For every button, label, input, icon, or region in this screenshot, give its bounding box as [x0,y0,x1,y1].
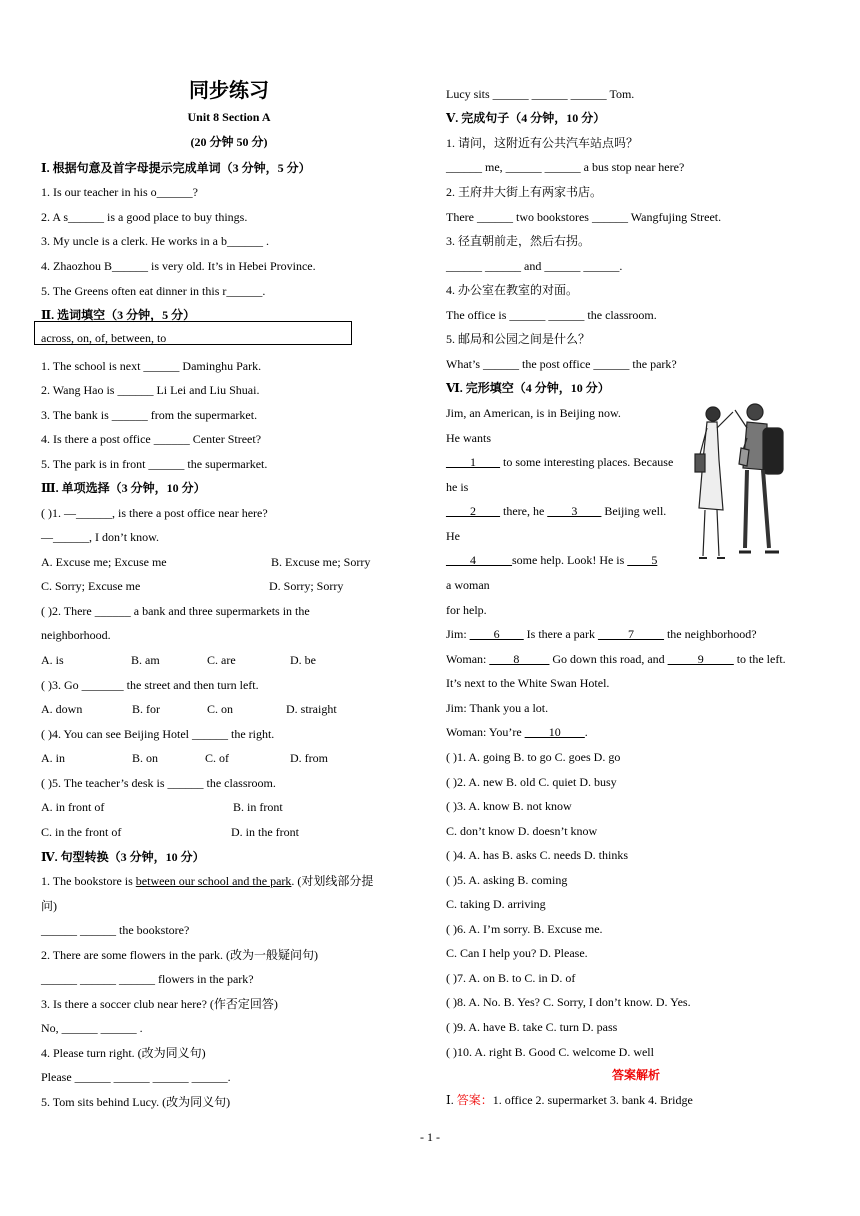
right-line: He [446,529,460,543]
people-illustration [689,398,789,570]
left-line: 1. The school is next ______ Daminghu Park. [41,359,262,373]
right-line: C. taking D. arriving [446,897,546,911]
iv-q1-post: . (对划线部分提 [291,874,374,888]
answer-line [446,1093,693,1107]
left-line: 1. Is our teacher in his o______? [41,185,198,199]
cloze-line-6 [446,725,588,739]
cloze-text: Woman: [446,652,490,666]
right-line: Ⅵ. 完形填空（4 分钟，10 分） [446,381,610,395]
cloze-line-4 [446,627,757,641]
q5-option-c: C. in the front of [41,825,122,839]
cloze-text: Beijing well. [601,504,667,518]
blank-1: ____1____ [446,455,500,469]
right-line: ( )10. A. right B. Good C. welcome D. well [446,1045,654,1059]
q1-option-b: B. Excuse me; Sorry [271,555,371,569]
right-line: he is [446,480,469,494]
cloze-line-1 [446,455,673,469]
cloze-text: Go down this road, and [549,652,668,666]
q5-option-b: B. in front [233,800,283,814]
answer-prefix: 答案： [456,1093,493,1107]
q4-option-b: B. on [132,751,159,765]
right-line: It’s next to the White Swan Hotel. [446,676,610,690]
word-bank: across, on, of, between, to [41,331,167,345]
q5-option-d: D. in the front [231,825,299,839]
left-line: —______, I don’t know. [41,530,159,544]
q1-option-c: C. Sorry; Excuse me [41,579,141,593]
right-line: 4. 办公室在教室的对面。 [446,283,579,297]
blank-5: ____5 [627,553,658,567]
right-line: Lucy sits ______ ______ ______ Tom. [446,87,635,101]
left-line: 2. There are some flowers in the park. (改为一般疑问句) [41,948,319,962]
q2-option-b: B. am [131,653,160,667]
left-line: 5. The Greens often eat dinner in this r______. [41,284,266,298]
right-line: ______ me, ______ ______ a bus stop near here? [446,160,685,174]
q2-stem: ( )2. There ______ a bank and three supermarkets in the [41,604,310,618]
right-line: ( )4. A. has B. asks C. needs D. thinks [446,848,628,862]
cloze-text: Jim: [446,627,470,641]
right-line: ( )7. A. on B. to C. in D. of [446,971,576,985]
right-line: Jim: Thank you a lot. [446,701,549,715]
iv-question-1 [41,874,373,888]
right-line: C. Can I help you? D. Please. [446,946,588,960]
blank-8: ____8_____ [489,652,550,666]
left-line: 4. Zhaozhou B______ is very old. It’s in Hebei Province. [41,259,316,273]
right-line: ( )9. A. have B. take C. turn D. pass [446,1020,618,1034]
q2-option-d: D. be [290,653,316,667]
left-line: 4. Please turn right. (改为同义句) [41,1046,206,1060]
right-line: 5. 邮局和公园之间是什么？ [446,332,591,346]
cloze-text: some help. Look! He is [512,553,628,567]
cloze-line-2 [446,504,666,518]
blank-7: _____7_____ [597,627,664,641]
left-line: ( )3. Go _______ the street and then turn left. [41,678,259,692]
blank-2: ____2____ [446,504,500,518]
q2-stem-cont: neighborhood. [41,628,111,642]
right-line: a woman [446,578,490,592]
right-line: ( )8. A. No. B. Yes? C. Sorry, I don’t know. D. Yes. [446,995,691,1009]
cloze-text: Woman: You’re [446,725,525,739]
blank-3: ____3____ [547,504,602,518]
q4-option-c: C. of [205,751,229,765]
q3-option-c: C. on [207,702,234,716]
cloze-text: . [584,725,588,739]
left-line: Please ______ ______ ______ ______. [41,1070,231,1084]
iv-q1-pre: 1. The bookstore is [41,874,136,888]
cloze-line-5 [446,652,786,666]
q1-option-a: A. Excuse me; Excuse me [41,555,167,569]
right-line: He wants [446,431,491,445]
right-line: 3. 径直朝前走，然后右拐。 [446,234,591,248]
left-line: ( )4. You can see Beijing Hotel ______ the right. [41,727,275,741]
left-line: Ⅲ. 单项选择（3 分钟，10 分） [41,481,206,495]
right-line: The office is ______ ______ the classroom. [446,308,657,322]
q4-option-d: D. from [290,751,328,765]
page-title: 同步练习 [189,78,269,102]
left-line: Ⅳ. 句型转换（3 分钟，10 分） [41,850,205,864]
q3-option-b: B. for [132,702,160,716]
left-line: 2. A s______ is a good place to buy things. [41,210,248,224]
right-line: There ______ two bookstores ______ Wangfujing Street. [446,210,722,224]
right-line: ( )2. A. new B. old C. quiet D. busy [446,775,617,789]
unit-heading: Unit 8 Section A [187,110,271,124]
right-line: What’s ______ the post office ______ the park? [446,357,677,371]
left-line: No, ______ ______ . [41,1021,143,1035]
left-line: Ⅰ. 根据句意及首字母提示完成单词（3 分钟，5 分） [41,161,311,175]
cloze-line-3 [446,553,657,567]
q2-option-a: A. is [41,653,64,667]
blank-9: _____9_____ [667,652,734,666]
iv-q1-underlined: between our school and the park [135,874,292,888]
right-line: 2. 王府井大街上有两家书店。 [446,185,603,199]
right-line: C. don’t know D. doesn’t know [446,824,598,838]
left-line: 3. Is there a soccer club near here? (作否定回答) [41,997,278,1011]
cloze-text: Is there a park [523,627,598,641]
right-line: 1. 请问，这附近有公共汽车站点吗？ [446,136,639,150]
q1-option-d: D. Sorry; Sorry [269,579,344,593]
cloze-text: to the left. [733,652,786,666]
left-line: Ⅱ. 选词填空（3 分钟，5 分） [41,308,196,322]
answers-title: 答案解析 [611,1068,660,1082]
answer-label: Ⅰ. [446,1093,457,1107]
page-number: - 1 - [420,1130,440,1144]
blank-10: ____10____ [524,725,585,739]
q3-option-a: A. down [41,702,83,716]
q4-option-a: A. in [41,751,65,765]
left-line: 3. My uncle is a clerk. He works in a b______ . [41,234,269,248]
left-line: 4. Is there a post office ______ Center Street? [41,432,262,446]
blank-6: ____6____ [469,627,524,641]
cloze-text: there, he [500,504,548,518]
right-line: ( )5. A. asking B. coming [446,873,568,887]
right-line: ( )1. A. going B. to go C. goes D. go [446,750,621,764]
left-line: ( )5. The teacher’s desk is ______ the classroom. [41,776,276,790]
right-line: ( )3. A. know B. not know [446,799,572,813]
blank-4: ____4______ [446,553,512,567]
q3-option-d: D. straight [286,702,337,716]
q2-option-c: C. are [207,653,236,667]
left-line: 5. Tom sits behind Lucy. (改为同义句) [41,1095,231,1109]
left-line: ( )1. —______, is there a post office near here? [41,506,268,520]
cloze-text: the neighborhood? [663,627,757,641]
left-line: 5. The park is in front ______ the supermarket. [41,457,268,471]
left-line: 2. Wang Hao is ______ Li Lei and Liu Shuai. [41,383,260,397]
right-line: ( )6. A. I’m sorry. B. Excuse me. [446,922,603,936]
right-line: Jim, an American, is in Beijing now. [446,406,621,420]
time-score: (20 分钟 50 分) [190,135,268,149]
left-line: 3. The bank is ______ from the supermarket. [41,408,258,422]
q5-option-a: A. in front of [41,800,105,814]
right-line: Ⅴ. 完成句子（4 分钟，10 分） [446,111,606,125]
cloze-text: to some interesting places. Because [500,455,674,469]
right-line: ______ ______ and ______ ______. [446,259,623,273]
left-line: ______ ______ ______ flowers in the park? [41,972,254,986]
right-line: for help. [446,603,487,617]
left-line: 问) [41,899,57,913]
answer-text: 1. office 2. supermarket 3. bank 4. Bridge [492,1093,693,1107]
left-line: ______ ______ the bookstore? [41,923,190,937]
